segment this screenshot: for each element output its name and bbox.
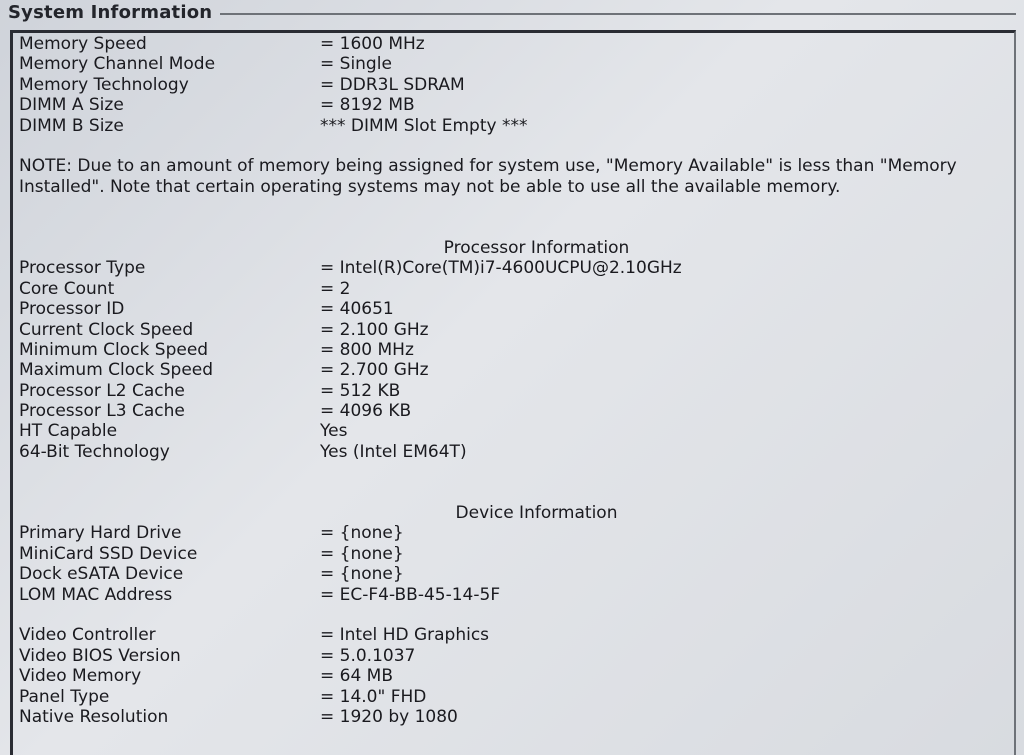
row-label: DIMM A Size [19,95,124,116]
info-row [19,421,1006,441]
row-value: = Intel HD Graphics [320,625,490,646]
row-value: = {none} [320,564,404,585]
info-row [19,523,1006,543]
info-row [19,340,1006,360]
page-title: System Information [8,2,213,23]
row-label: Video Memory [19,666,142,687]
panel-content [19,34,1006,727]
row-value: = {none} [320,543,404,564]
row-value: = 512 KB [320,380,401,401]
row-value: = {none} [320,523,404,544]
system-information-panel [10,30,1016,755]
row-value: = 2 [320,278,351,299]
row-label: Core Count [19,278,115,299]
info-row [19,564,1006,584]
spacer [19,462,1006,482]
info-row [19,544,1006,564]
row-label: Processor ID [19,299,125,320]
spacer [19,218,1006,238]
row-value: = 8192 MB [320,95,415,116]
row-value: = 800 MHz [320,339,414,360]
row-label: Processor L3 Cache [19,401,185,422]
info-row [19,95,1006,115]
row-value: *** DIMM Slot Empty *** [320,115,528,136]
row-value: = DDR3L SDRAM [320,74,465,95]
row-label: Panel Type [19,686,110,707]
info-row [19,258,1006,278]
processor-section-heading: Processor Information [443,237,630,258]
row-value: = 14.0" FHD [320,686,427,707]
info-row [19,54,1006,74]
row-label: Maximum Clock Speed [19,360,214,381]
info-row [19,687,1006,707]
row-value: = 40651 [320,299,394,320]
row-label: Memory Speed [19,34,147,54]
row-label: LOM MAC Address [19,584,173,605]
device-storage-section [19,523,1006,605]
row-label: Current Clock Speed [19,319,194,340]
spacer [19,136,1006,156]
row-value: = 2.700 GHz [320,360,429,381]
row-label: Primary Hard Drive [19,523,182,544]
row-label: Dock eSATA Device [19,564,184,585]
info-row [19,381,1006,401]
info-row [19,299,1006,319]
spacer [19,197,1006,217]
row-label: Memory Technology [19,74,189,95]
row-value: = Single [320,54,392,75]
device-section-heading: Device Information [455,503,618,524]
info-row [19,442,1006,462]
info-row [19,707,1006,727]
row-label: DIMM B Size [19,115,124,136]
row-value: = Intel(R)Core(TM)i7-4600UCPU@2.10GHz [320,258,682,279]
row-label: Video BIOS Version [19,645,181,666]
row-label: Processor L2 Cache [19,380,185,401]
row-label: Processor Type [19,258,146,279]
info-row [19,625,1006,645]
memory-section [19,34,1006,136]
info-row [19,646,1006,666]
row-value: = 64 MB [320,666,394,687]
row-label: Native Resolution [19,706,169,727]
memory-note: NOTE: Due to an amount of memory being assigned for system use, "Memory Available" is less than "Memory Installed". Note that certain operating systems may not be able to use all the available memory. [19,156,957,197]
info-row [19,666,1006,686]
row-label: Video Controller [19,625,156,646]
info-row [19,279,1006,299]
row-value: = 2.100 GHz [320,319,429,340]
row-value: = 4096 KB [320,401,412,422]
row-value: Yes (Intel EM64T) [320,441,467,462]
info-row [19,75,1006,95]
row-label: HT Capable [19,421,118,442]
title-rule [220,13,1016,15]
spacer [19,483,1006,503]
row-label: 64-Bit Technology [19,441,170,462]
row-value: = 5.0.1037 [320,645,416,666]
row-value: Yes [320,421,348,442]
info-row [19,360,1006,380]
row-label: Minimum Clock Speed [19,339,209,360]
row-value: = 1600 MHz [320,34,425,54]
info-row [19,585,1006,605]
spacer [19,605,1006,625]
row-value: = 1920 by 1080 [320,706,458,727]
device-video-section [19,625,1006,727]
row-value: = EC-F4-BB-45-14-5F [320,584,501,605]
row-label: MiniCard SSD Device [19,543,198,564]
info-row [19,116,1006,136]
info-row [19,320,1006,340]
row-label: Memory Channel Mode [19,54,216,75]
info-row [19,34,1006,54]
processor-section [19,258,1006,462]
info-row [19,401,1006,421]
